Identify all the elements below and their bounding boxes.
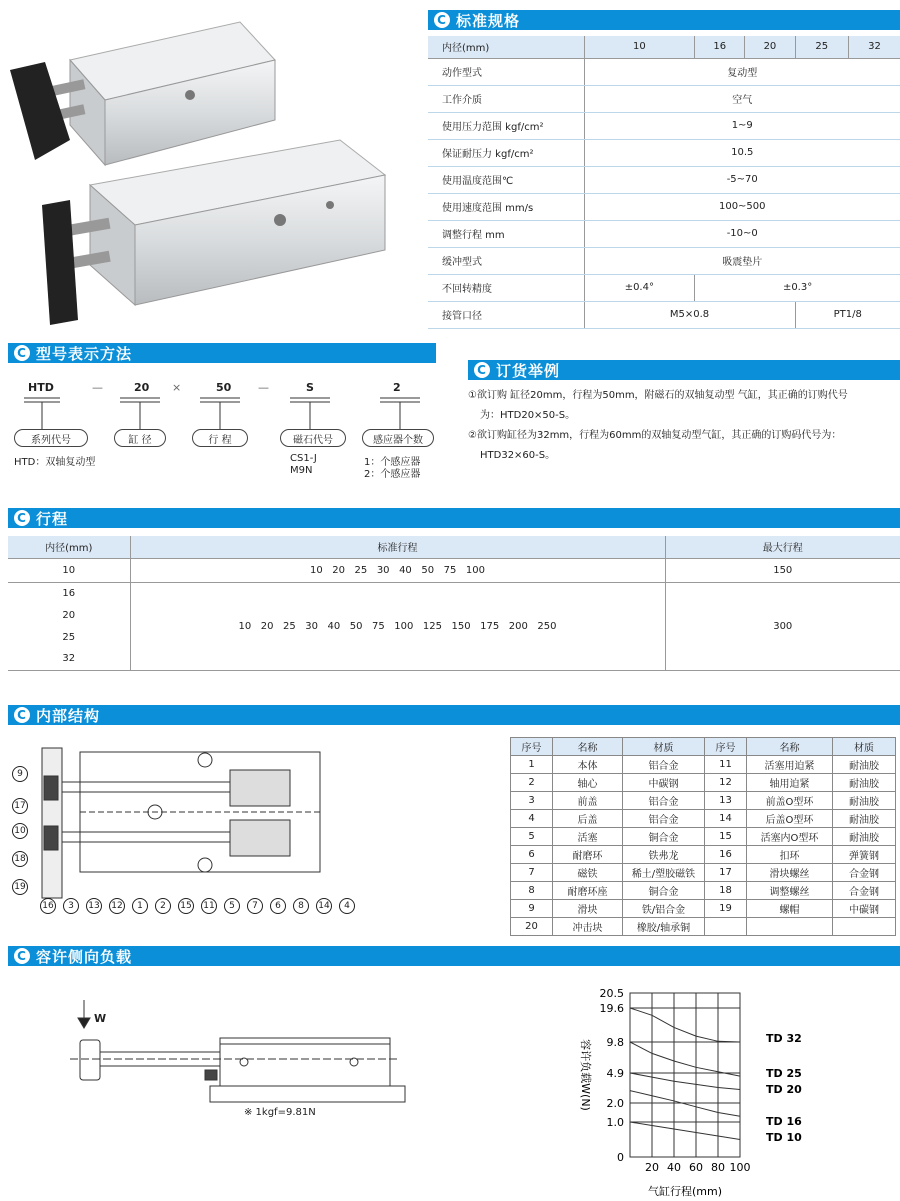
chart-y-tick: 1.0 [606,1116,624,1129]
stroke-table: 内径(mm) 标准行程 最大行程 10 10 20 25 30 40 50 75 100 150 16 10 20 25 30 40 50 75 100 125 150 175 200 250 300 20 25 32 [8,536,900,671]
part-callout: 19 [12,879,28,895]
chart-y-tick: 0 [617,1151,624,1164]
section-c-icon: C [14,345,30,361]
spec-bore: 16 [695,36,745,58]
spec-row: 使用温度范围℃ -5~70 [428,166,900,193]
model-box-sensor: 感应器个数 [362,429,434,447]
spec-row: 使用速度范围 mm/s 100~500 [428,193,900,220]
spec-bore: 10 [584,36,695,58]
part-callout: 9 [12,766,28,782]
spec-row: 不回转精度 ±0.4° ±0.3° [428,274,900,301]
table-row: 8 耐磨环座 铜合金 18 调整螺丝 合金钢 [511,882,896,900]
section-c-icon: C [14,948,30,964]
sensor-desc-1: 1：个感应器 [364,457,421,468]
model-code: — [92,381,103,394]
order-text: ①欲订购 缸径20mm，行程为50mm，附磁石的双轴复动型 气缸，其正确的订购代号 为：HTD20×50-S。 ②欲订购缸径为32mm，行程为60mm的双轴复动型气缸，其正确的订购码代号为： HTD32×60-S。 [468,390,848,461]
model-code: S [306,381,314,394]
spec-row: 工作介质 空气 [428,85,900,112]
section-c-icon: C [434,12,450,28]
chart-series-label: TD 10 [766,1131,802,1144]
chart-x-tick: 40 [667,1161,681,1174]
chart-series-line [630,1122,740,1140]
chart-frame [630,993,740,1157]
sensor-desc-2: 2：个感应器 [364,469,421,480]
chart-series-label: TD 16 [766,1115,802,1128]
bottom-callouts: 16 3 13 12 1 2 15 11 5 7 6 8 14 4 [40,898,360,916]
chart-series-label: TD 32 [766,1032,802,1045]
spec-bore: 20 [745,36,795,58]
stroke-section-header: C 行程 [8,508,900,528]
model-box-bore: 缸 径 [114,429,166,447]
load-note: ※ 1kgf=9.81N [244,1107,316,1118]
chart-y-label: 容许负载W(N) [579,1039,592,1111]
chart-series-line [630,1073,740,1090]
part-callout: 18 [12,851,28,867]
product-photo [0,0,420,330]
series-desc: HTD：双轴复动型 [14,457,96,468]
spec-row: 调整行程 mm -10~0 [428,220,900,247]
spec-bore: 32 [848,36,900,58]
model-code: — [258,381,269,394]
model-box-magnet: 磁石代号 [280,429,346,447]
chart-series-label: TD 25 [766,1067,802,1080]
table-row: 7 磁铁 稀土/塑胶磁铁 17 滑块螺丝 合金钢 [511,864,896,882]
chart-y-tick: 19.6 [599,1002,624,1015]
model-code: HTD [28,381,54,394]
load-w-label: W [94,1012,107,1025]
spec-row: 保证耐压力 kgf/cm² 10.5 [428,139,900,166]
chart-y-tick: 9.8 [606,1036,624,1049]
chart-series-line [630,1008,740,1042]
chart-x-label: 气缸行程(mm) [647,1185,723,1198]
chart-x-tick: 100 [729,1161,751,1174]
part-callout: 10 [12,823,28,839]
spec-section-header [428,10,900,30]
chart-series-label: TD 20 [766,1083,802,1096]
spec-bore: 25 [795,36,848,58]
load-chart [560,985,900,1200]
chart-x-tick: 60 [689,1161,703,1174]
spec-title: 标准规格 [456,11,521,30]
section-c-icon: C [14,707,30,723]
chart-x-tick: 20 [645,1161,659,1174]
table-row: 2 轴心 中碳钢 12 轴用迫紧 耐油胶 [511,774,896,792]
model-code: 2 [393,381,401,394]
spec-header-label: 内径(mm) [428,36,584,58]
part-callout: 17 [12,798,28,814]
table-row: 9 滑块 铁/铝合金 19 螺帽 中碳钢 [511,900,896,918]
table-row: 1 本体 铝合金 11 活塞用迫紧 耐油胶 [511,756,896,774]
spec-row: 接管口径 M5×0.8 PT1/8 [428,301,900,328]
spec-row: 使用压力范围 kgf/cm² 1~9 [428,112,900,139]
magnet-desc-1: CS1-J [290,453,317,464]
model-box-series: 系列代号 [14,429,88,447]
load-diagram [60,1000,420,1110]
chart-y-tick: 2.0 [606,1097,624,1110]
chart-series-line [630,1042,740,1076]
spec-row: 缓冲型式 吸震垫片 [428,247,900,274]
table-row: 20 冲击块 橡胶/轴承铜 [511,918,896,936]
table-row: 5 活塞 铜合金 15 活塞内O型环 耐油胶 [511,828,896,846]
structure-section-header: C 内部结构 [8,705,900,725]
model-box-stroke: 行 程 [192,429,248,447]
section-c-icon: C [14,510,30,526]
load-section-header: C 容许侧向负载 [8,946,900,966]
chart-x-tick: 80 [711,1161,725,1174]
model-code: 50 [216,381,232,394]
section-c-icon: C [474,362,490,378]
model-section-header: C 型号表示方法 [8,343,436,363]
order-section-header: C 订货举例 [468,360,900,380]
table-row: 3 前盖 铝合金 13 前盖O型环 耐油胶 [511,792,896,810]
spec-table [428,36,900,329]
spec-row: 动作型式 复动型 [428,58,900,85]
magnet-desc-2: M9N [290,465,313,476]
chart-y-tick: 4.9 [606,1067,624,1080]
model-code: × [172,381,182,394]
table-row: 4 后盖 铝合金 14 后盖O型环 耐油胶 [511,810,896,828]
model-code: 20 [134,381,150,394]
parts-table: 序号 名称 材质 序号 名称 材质 1 本体 铝合金 11 活塞用迫紧 耐油胶 2 轴心 中碳钢 12 轴用迫紧 耐油胶 3 前盖 铝合金 13 前盖O型环 耐油胶 4 后盖 铝合金 14 后盖O型环 耐油胶 5 活塞 铜合金 15 活塞内O型环 耐油胶 6 耐磨环 铁弗龙 16 扣环 弹簧钢 7 磁铁 稀土/塑胶磁铁 17 滑块螺丝 合金钢 8 耐磨环座 铜合金 18 调整螺丝 合金钢 9 滑块 铁/铝合金 19 螺帽 中碳钢 20 冲击块 橡胶/轴承铜 [510,737,896,936]
chart-y-tick: 20.5 [599,987,624,1000]
table-row: 6 耐磨环 铁弗龙 16 扣环 弹簧钢 [511,846,896,864]
